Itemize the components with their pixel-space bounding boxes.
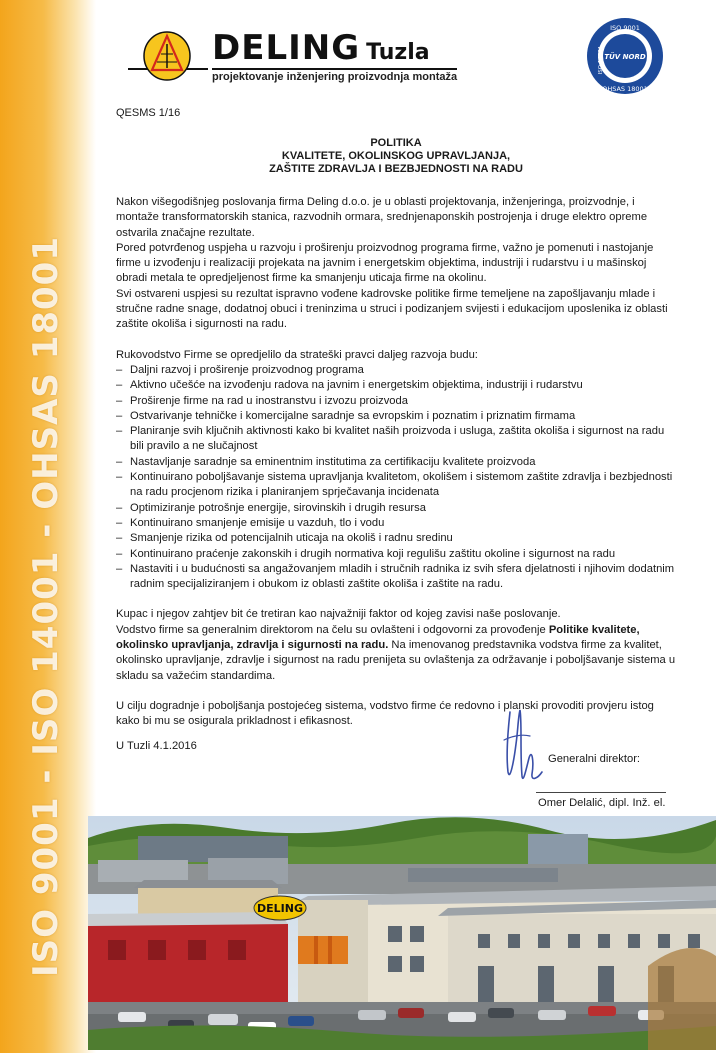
seal-side-text: ISO 14001 bbox=[598, 45, 604, 75]
company-premises-photo bbox=[88, 816, 716, 1050]
growth-paragraph: Pored potvrđenog uspjeha u razvoju i proširenju proizvodnog programa firme, važno je pomenuti i nastojanje firme u izvođenju i realizaciji projekata na javnim i energetskim objektima, industriji i rudarstvu i u mašinskoj obradi metala te opredjeljenost firme ka smanjenju uticaja firme na okolinu. bbox=[116, 241, 654, 285]
iso-side-band bbox=[0, 0, 96, 1053]
policy-body bbox=[116, 195, 676, 730]
deling-logo-icon bbox=[142, 30, 192, 82]
intro-paragraph: Nakon višegodišnjeg poslovanja firma Deling d.o.o. je u oblasti projektovanja, inženjeringa, proizvodnje, i montaže transformatorskih stanica, razvodnih ormara, srednjenaponskih postrojenja i druge elektro opreme ostvarila značajne rezultate. bbox=[116, 196, 648, 239]
management-paragraph bbox=[116, 623, 676, 684]
company-city: Tuzla bbox=[366, 40, 430, 65]
tuv-nord-certification-seal bbox=[585, 16, 665, 96]
strategy-list bbox=[116, 363, 676, 592]
staff-paragraph: Svi ostvareni uspjesi su rezultat ispravno vođene kadrovske politike firme temeljene na zapošljavanju mlade i stručne radne snage, dodatnoj obuci i treninzima u struci i podizanjem svijesti i edukacijom uposlenika iz oblasti zaštite okoliša i sigurnosti na radu. bbox=[116, 287, 668, 331]
closing-paragraph: U cilju dogradnje i poboljšanja postojećeg sistema, vodstvo firme će redovno i planski provoditi provjeru istog kako bi mu se osigurala prikladnost i efikasnost. bbox=[116, 699, 654, 728]
list-item: – Ostvarivanje tehničke i komercijalne saradnje sa evropskim i poznatim i priznatim firmama bbox=[116, 409, 676, 424]
place-date: U Tuzli 4.1.2016 bbox=[116, 740, 197, 752]
seal-bottom-text: OHSAS 18001 bbox=[602, 85, 648, 93]
signature-line bbox=[536, 792, 666, 793]
list-item: – Aktivno učešće na izvođenju radova na javnim i energetskim objektima, industriji i rudarstvu bbox=[116, 378, 676, 393]
list-item: – Planiranje svih ključnih aktivnosti kako bi kvalitet naših proizvoda i usluga, zaštita okoliša i sigurnost na radu bili pravilo a ne slučajnost bbox=[116, 424, 676, 455]
customer-paragraph: Kupac i njegov zahtjev bit će tretiran kao najvažniji faktor od kojeg zavisi naše poslovanje. bbox=[116, 608, 561, 621]
list-item: – Proširenje firme na rad u inostranstvu i izvozu proizvoda bbox=[116, 394, 676, 409]
seal-brand-text: TÜV NORD bbox=[604, 53, 646, 61]
company-tagline: projektovanje inženjering proizvodnja montaža bbox=[212, 68, 457, 83]
company-name: DELING bbox=[212, 28, 361, 68]
list-item: – Daljni razvoj i proširenje proizvodnog programa bbox=[116, 363, 676, 378]
policy-title-line: POLITIKA bbox=[370, 137, 422, 149]
brand-title bbox=[212, 28, 430, 68]
document-code: QESMS 1/16 bbox=[116, 107, 181, 119]
list-item: – Kontinuirano praćenje zakonskih i drugih normativa koji regulišu zaštitu okoline i sigurnost na radu bbox=[116, 547, 676, 562]
list-item: – Kontinuirano smanjenje emisije u vazduh, tlo i vodu bbox=[116, 516, 676, 531]
director-name: Omer Delalić, dipl. Inž. el. bbox=[538, 797, 666, 809]
director-title: Generalni direktor: bbox=[548, 753, 641, 765]
management-policy-name: Politike kvalitete, okolinsko upravljanja, zdravlja i sigurnosti na radu. bbox=[116, 623, 640, 652]
management-text: Vodstvo firme sa generalnim direktorom na čelu su ovlašteni i odgovorni za provođenje bbox=[116, 623, 549, 636]
policy-title-line: KVALITETE, OKOLINSKOG UPRAVLJANJA, bbox=[281, 150, 511, 162]
company-header bbox=[128, 24, 458, 88]
building-sign-text: DELING bbox=[257, 902, 303, 915]
seal-top-text: ISO 9001 bbox=[610, 24, 640, 32]
list-item: – Optimiziranje potrošnje energije, sirovinskih i drugih resursa bbox=[116, 501, 676, 516]
list-item: – Smanjenje rizika od potencijalnih uticaja na okoliš i radnu sredinu bbox=[116, 531, 676, 546]
strategy-intro: Rukovodstvo Firme se opredjelilo da strateški pravci daljeg razvoja budu: bbox=[116, 348, 478, 361]
iso-standards-text: ISO 9001 - ISO 14001 - OHSAS 18001 bbox=[26, 236, 66, 978]
director-signature bbox=[496, 700, 548, 790]
policy-title bbox=[116, 137, 676, 176]
policy-title-line: ZAŠTITE ZDRAVLJA I BEZBJEDNOSTI NA RADU bbox=[269, 163, 523, 175]
list-item: – Nastaviti i u budućnosti sa angažovanjem mladih i stručnih radnika iz svih sfera djelatnosti i njihovim dodatnim radnim specijaliziranjem i obukom iz oblasti zaštite okoliša i zaštite na radu. bbox=[116, 562, 676, 593]
list-item: – Kontinuirano poboljšavanje sistema upravljanja kvalitetom, okolišem i sistemom zaštite zdravlja i bezbjednosti na radu procjenom rizika i planiranjem sprječavanja incidenata bbox=[116, 470, 676, 501]
management-text-continued: Na imenovanog predstavnika vodstva firme za kvalitet, okolinsko upravljanje, zdravlje i sigurnost na radu prenijeta su ovlaštenja za održavanje i poboljšavanje sistema u skladu sa važećim standardima. bbox=[116, 639, 676, 682]
list-item: – Nastavljanje saradnje sa eminentnim institutima za certifikaciju kvalitete proizvoda bbox=[116, 455, 676, 470]
